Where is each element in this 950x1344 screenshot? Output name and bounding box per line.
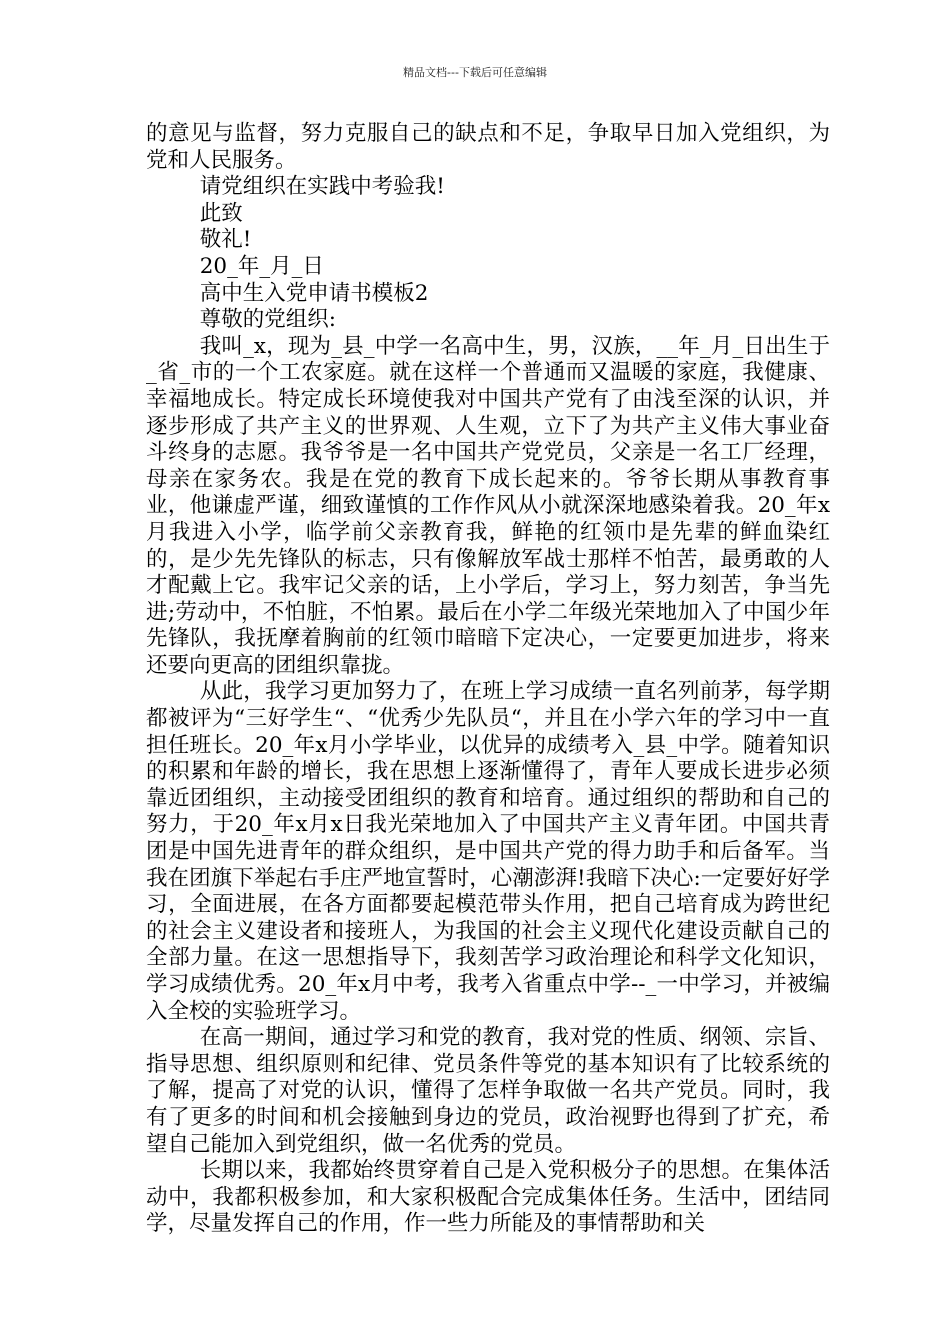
paragraph-body: 从此，我学习更加努力了，在班上学习成绩一直名列前茅，每学期都被评为“三好学生“、“优秀少先队员“，并且在小学六年的学习中一直担任班长。20_年x月小学毕业，以优异的成绩考入_县_中学。随着知识的积累和年龄的增长，我在思想上逐渐懂得了，青年人要成长进步必须靠近团组织，主动接受团组织的教育和培育。通过组织的帮助和自己的努力，于20_年x月x日我光荣地加入了中国共产主义青年团。中国共青团是中国先进青年的群众组织，是中国共产党的得力助手和后备军。当我在团旗下举起右手庄严地宣誓时，心潮澎湃!我暗下决心:一定要好好学习，全面进展，在各方面都要起模范带头作用，把自己培育成为跨世纪的社会主义建设者和接班人，为我国的社会主义现代化建设贡献自己的全部力量。在这一思想指导下，我刻苦学习政治理论和科学文化知识，学习成绩优秀。20_年x月中考，我考入省重点中学--_一中学习，并被编入全校的实验班学习。 xyxy=(146,679,830,1024)
paragraph-continuation: 的意见与监督，努力克服自己的缺点和不足，争取早日加入党组织，为党和人民服务。 xyxy=(146,121,830,173)
paragraph-body: 我叫_x，现为_县_中学一名高中生，男，汉族，__年_月_日出生于_省_市的一个工农家庭。就在这样一个普通而又温暖的家庭，我健康、幸福地成长。特定成长环境使我对中国共产党有了由浅至深的认识，并逐步形成了共产主义的世界观、人生观，立下了为共产主义伟大事业奋斗终身的志愿。我爷爷是一名中国共产党党员，父亲是一名工厂经理，母亲在家务农。我是在党的教育下成长起来的。爷爷长期从事教育事业，他谦虚严谨，细致谨慎的工作作风从小就深深地感染着我。20_年x月我进入小学，临学前父亲教育我，鲜艳的红领巾是先辈的鲜血染红的，是少先先锋队的标志，只有像解放军战士那样不怕苦，最勇敢的人才配戴上它。我牢记父亲的话，上小学后，学习上，努力刻苦，争当先进;劳动中，不怕脏，不怕累。最后在小学二年级光荣地加入了中国少年先锋队，我抚摩着胸前的红领巾暗暗下定决心，一定要更加进步，将来还要向更高的团组织靠拢。 xyxy=(146,333,830,678)
document-body xyxy=(146,121,830,1238)
section-title: 高中生入党申请书模板2 xyxy=(199,280,429,306)
paragraph-salutation-ci-zhi: 此致 xyxy=(199,200,243,226)
paragraph-body: 长期以来，我都始终贯穿着自己是入党积极分子的思想。在集体活动中，我都积极参加，和大家积极配合完成集体任务。生活中，团结同学，尽量发挥自己的作用，作一些力所能及的事情帮助和关 xyxy=(146,1158,830,1237)
paragraph-request: 请党组织在实践中考验我! xyxy=(199,174,445,200)
paragraph-greeting: 尊敬的党组织: xyxy=(199,307,336,333)
paragraph-date: 20_年_月_日 xyxy=(199,253,324,279)
page-header: 精品文档---下载后可任意编辑 xyxy=(403,66,547,79)
paragraph-salutation-jing-li: 敬礼! xyxy=(199,227,252,253)
paragraph-body: 在高一期间，通过学习和党的教育，我对党的性质、纲领、宗旨、指导思想、组织原则和纪律、党员条件等党的基本知识有了比较系统的了解，提高了对党的认识，懂得了怎样争取做一名共产党员。同时，我有了更多的时间和机会接触到身边的党员，政治视野也得到了扩充，希望自己能加入到党组织，做一名优秀的党员。 xyxy=(146,1025,830,1157)
